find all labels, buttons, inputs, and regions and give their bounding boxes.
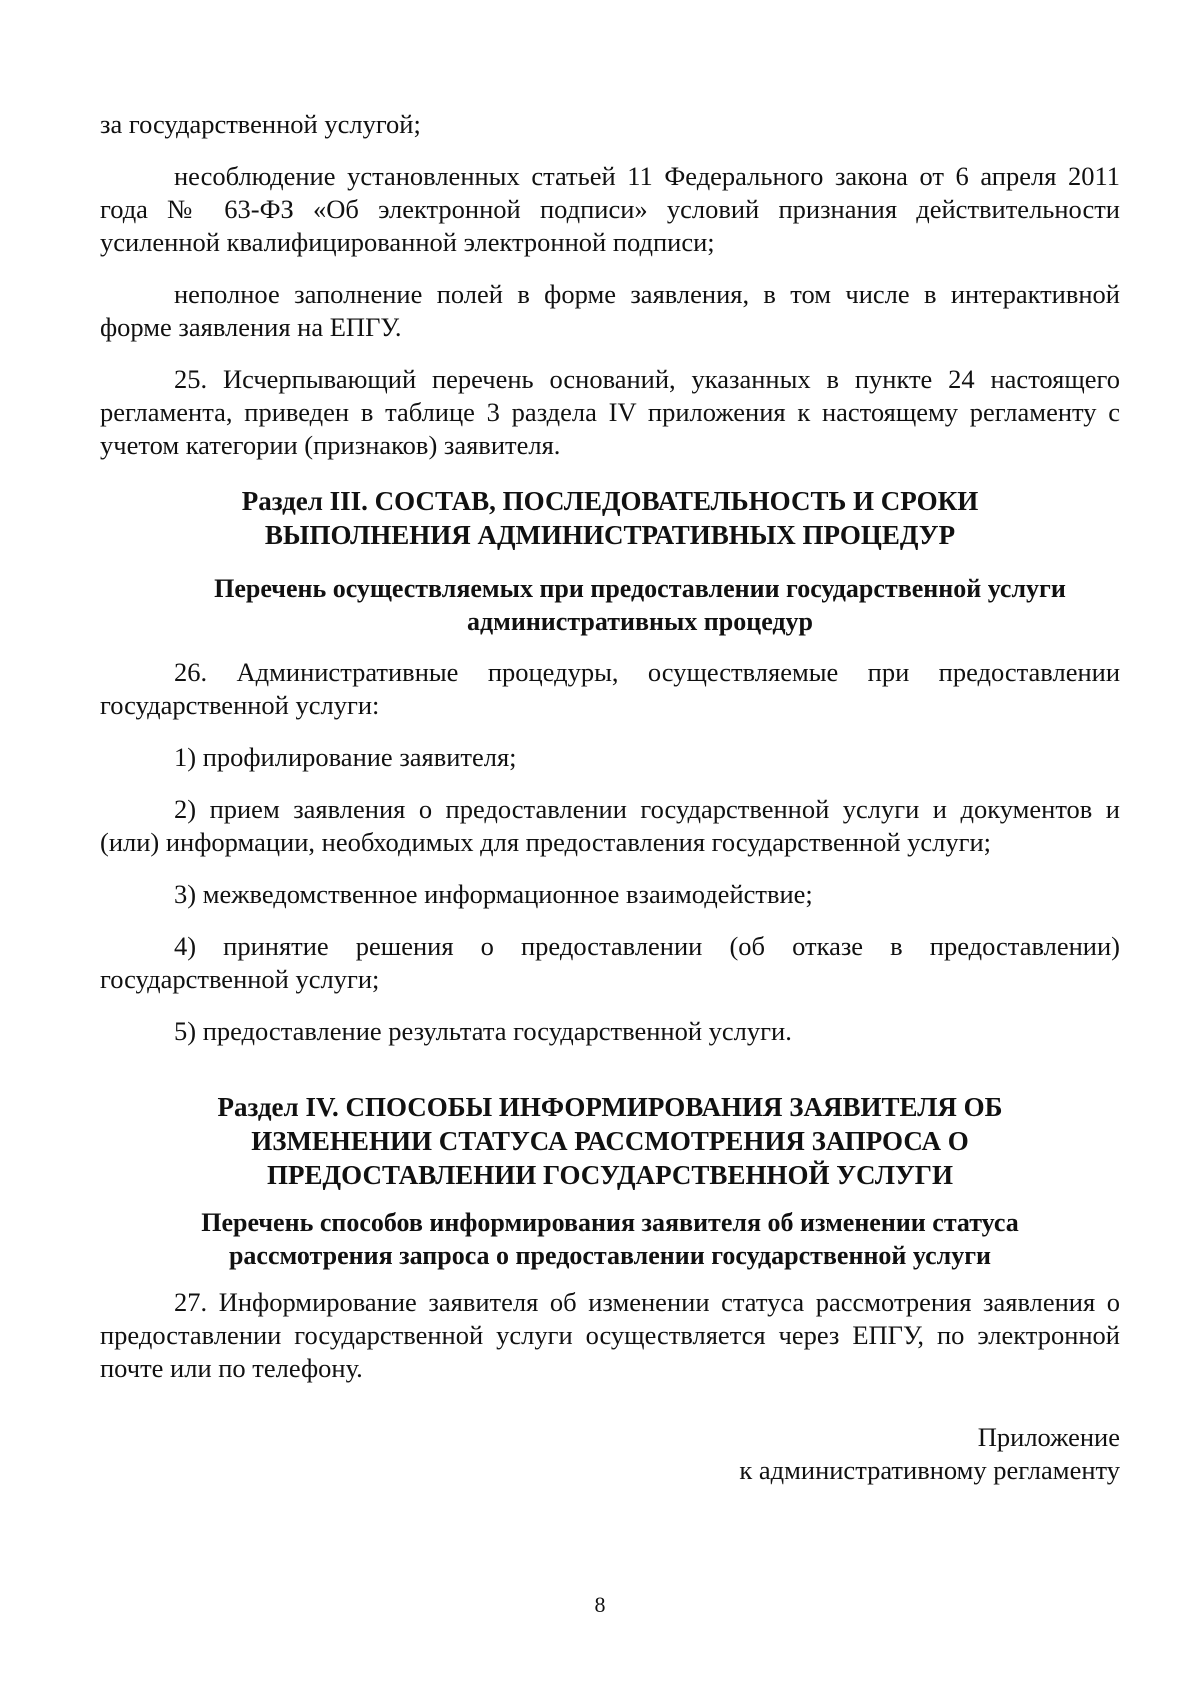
list-item: 3) межведомственное информационное взаимодействие; [174, 879, 813, 909]
paragraph-incomplete-form: неполное заполнение полей в форме заявления, в том числе в интерактивной форме заявления на ЕПГУ. [100, 279, 1120, 342]
paragraph-26: 26. Административные процедуры, осуществляемые при предоставлении государственной услуги: [100, 657, 1120, 720]
section-4-heading [100, 1090, 1120, 1192]
section-4-title-line-1: Раздел IV. СПОСОБЫ ИНФОРМИРОВАНИЯ ЗАЯВИТЕЛЯ ОБ [217, 1092, 1003, 1122]
appendix-reference [100, 1421, 1120, 1487]
section-3-subtitle-line-2: административных процедур [466, 607, 814, 636]
section-4-title-line-3: ПРЕДОСТАВЛЕНИИ ГОСУДАРСТВЕННОЙ УСЛУГИ [267, 1160, 953, 1190]
section-3-title-line-2: ВЫПОЛНЕНИЯ АДМИНИСТРАТИВНЫХ ПРОЦЕДУР [264, 520, 956, 550]
list-item: 1) профилирование заявителя; [174, 742, 517, 772]
section-4-subtitle-line-1: Перечень способов информирования заявителя об изменении статуса [201, 1208, 1019, 1237]
document-page [100, 108, 1120, 1487]
list-item: 4) принятие решения о предоставлении (об отказе в предоставлении) государственной услуги; [100, 931, 1120, 994]
paragraph-27: 27. Информирование заявителя об изменении статуса рассмотрения заявления о предоставлении государственной услуги осуществляется через ЕПГУ, по электронной почте или по телефону. [100, 1287, 1120, 1383]
section-3-subtitle-line-1: Перечень осуществляемых при предоставлении государственной услуги [214, 574, 1066, 603]
page-number: 8 [594, 1592, 606, 1617]
appendix-line-2: к административному регламенту [739, 1455, 1120, 1485]
section-3-heading [100, 484, 1120, 552]
paragraph-signature-validity: несоблюдение установленных статьей 11 Федерального закона от 6 апреля 2011 года № 63-ФЗ «Об электронной подписи» условий признания действительности усиленной квалифицированной электронной подписи; [100, 161, 1120, 257]
appendix-line-1: Приложение [977, 1422, 1120, 1452]
list-item: 2) прием заявления о предоставлении государственной услуги и документов и (или) информации, необходимых для предоставления государственной услуги; [100, 794, 1120, 857]
section-4-subheading [100, 1206, 1120, 1272]
section-3-title-line-1: Раздел III. СОСТАВ, ПОСЛЕДОВАТЕЛЬНОСТЬ И СРОКИ [241, 486, 979, 516]
section-3-subheading [100, 572, 1120, 638]
section-4-title-line-2: ИЗМЕНЕНИИ СТАТУСА РАССМОТРЕНИЯ ЗАПРОСА О [251, 1126, 969, 1156]
paragraph-continuation: за государственной услугой; [100, 109, 421, 139]
section-4-subtitle-line-2: рассмотрения запроса о предоставлении государственной услуги [228, 1241, 992, 1270]
list-item: 5) предоставление результата государственной услуги. [174, 1016, 792, 1046]
paragraph-25: 25. Исчерпывающий перечень оснований, указанных в пункте 24 настоящего регламента, приведен в таблице 3 раздела IV приложения к настоящему регламенту с учетом категории (признаков) заявителя. [100, 364, 1120, 460]
